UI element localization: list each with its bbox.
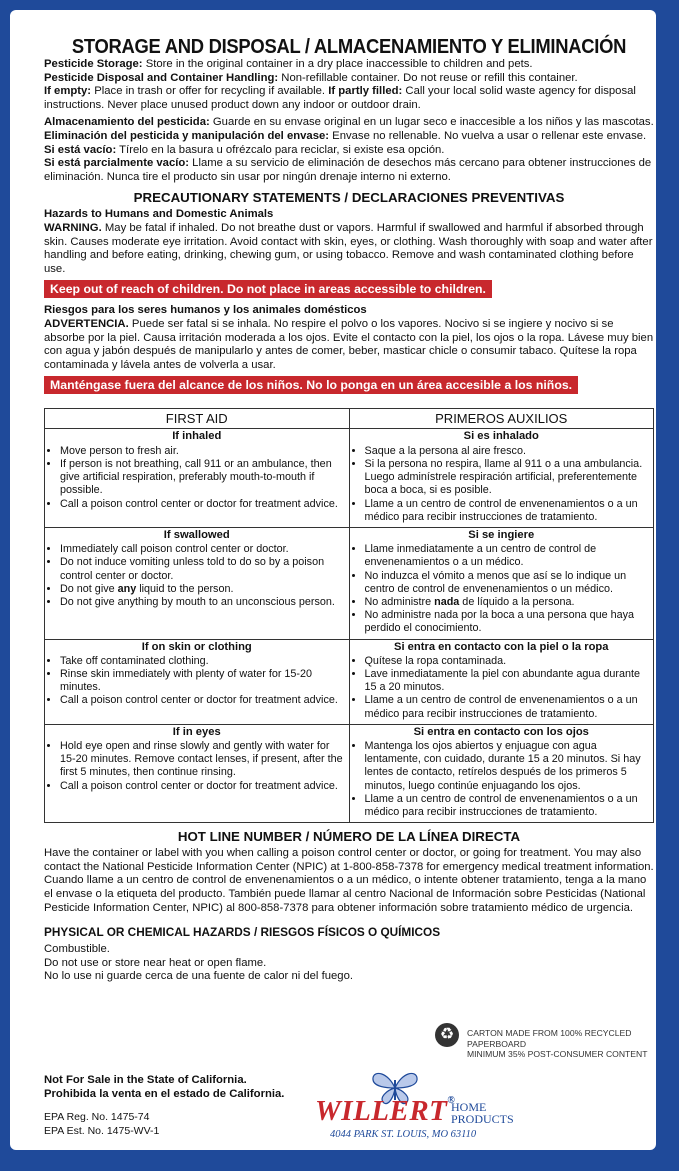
es-warning-para: ADVERTENCIA. Puede ser fatal si se inhala. No respire el polvo o los vapores. Nocivo si se ingiere y nocivo si se absorbe por la piel. Causa irritación moderada a los ojos. Evite el contacto con la piel, los ojos o la ropa. Lávese muy bien con agua y jabón después de manipularlo y antes de comer, beber, masticar chicle o consumir tabaco. Quítese la ropa contaminada y lávela antes de volverla a usar. xyxy=(44,317,654,371)
es-children-banner: Manténgase fuera del alcance de los niños. No lo ponga en un área accesible a los niños. xyxy=(44,376,578,394)
label-panel xyxy=(10,10,656,1150)
es-disposal-para: Eliminación del pesticida y manipulación del envase: Envase no rellenable. No vuelva a usar o rellenar este envase. xyxy=(44,129,647,142)
en-storage-para: Pesticide Storage: Store in the original container in a dry place inaccessible to children and pets. xyxy=(44,58,533,70)
swallowed-es-list: • Llame inmediatamente a un centro de control de envenenamientos o a un médico. • No induzca el vómito a menos que así se lo indique un centro de control de envenenamientos o un médico. • No administre nada de líquido a la persona. • No administre nada por la boca a una persona que haya perdido el conocimiento. xyxy=(354,543,650,635)
primeros-auxilios-header: PRIMEROS AUXILIOS xyxy=(349,409,654,429)
es-storage-para: Almacenamiento del pesticida: Guarde en su envase original en un lugar seco e inaccesible a los niños y las mascotas. xyxy=(44,116,654,129)
physical-hazards-title: PHYSICAL OR CHEMICAL HAZARDS / RIESGOS FÍSICOS O QUÍMICOS xyxy=(44,925,441,940)
california-es: Prohibida la venta en el estado de California. xyxy=(44,1087,285,1100)
willert-logo xyxy=(315,1070,535,1150)
inhaled-es-list: • Saque a la persona al aire fresco. • Si la persona no respira, llame al 911 o a una ambulancia. Luego adminístrele respiración artificial, preferentemente boca a boca, si es posible. • Llame a un centro de control de envenenamientos o a un médico para recibir instrucciones de tratamiento. xyxy=(354,445,650,524)
recycle-line-2: MINIMUM 35% POST-CONSUMER CONTENT xyxy=(467,1049,648,1059)
table-row xyxy=(45,527,654,639)
en-hazards-heading: Hazards to Humans and Domestic Animals xyxy=(44,208,274,221)
eyes-en-cell: If in eyes • Hold eye open and rinse slowly and gently with water for 15-20 minutes. Remove contact lenses, if present, after the first 5 minutes, then continue rinsing. • Call a poison control center or doctor for treatment advice. xyxy=(45,724,350,822)
table-row xyxy=(45,724,654,822)
inhaled-en-list: • Move person to fresh air. • If person is not breathing, call 911 or an ambulance, then give artificial respiration, preferably mouth-to-mouth if possible. • Call a poison control center or doctor for treatment advice. xyxy=(49,445,345,511)
recycle-icon: ♻ xyxy=(435,1023,459,1047)
hotline-es-para: Cuando llame a un centro de control de envenenamientos o a un médico, o intente obtener tratamiento, tenga a la mano el envase o la etiqueta del producto. También puede llamar al centro Nacional de Información sobre Pesticidas (National Pesticide Information Center, NPIC) al 800-858-7378 para obtener información sobre tratamiento médico de urgencia. xyxy=(44,874,647,914)
california-en: Not For Sale in the State of California. xyxy=(44,1074,247,1086)
swallowed-en-cell: If swallowed • Immediately call poison control center or doctor. • Do not induce vomiting unless told to do so by a poison control center or doctor. • Do not give any liquid to the person. • Do not give anything by mouth to an unconscious person. xyxy=(45,527,350,639)
precaution-title: PRECAUTIONARY STATEMENTS / DECLARACIONES PREVENTIVAS xyxy=(133,190,565,206)
table-row xyxy=(45,429,654,527)
first-aid-header: FIRST AID xyxy=(45,409,350,429)
es-hazards-heading: Riesgos para los seres humanos y los animales domésticos xyxy=(44,304,367,317)
inhaled-en-cell: If inhaled • Move person to fresh air. • If person is not breathing, call 911 or an ambulance, then give artificial respiration, preferably mouth-to-mouth if possible. • Call a poison control center or doctor for treatment advice. xyxy=(45,429,350,527)
physical-line-1: Combustible. xyxy=(44,943,110,956)
physical-line-2: Do not use or store near heat or open flame. xyxy=(44,956,267,969)
es-empty-para: Si está vacío: Tírelo en la basura u ofrézcalo para reciclar, si existe esa opción. xyxy=(44,143,445,156)
brand-tagline: HOME PRODUCTS xyxy=(451,1100,514,1126)
hotline-title: HOT LINE NUMBER / NÚMERO DE LA LÍNEA DIRECTA xyxy=(177,829,521,845)
en-empty-para: If empty: Place in trash or offer for recycling if available. If partly filled: Call your local solid waste agency for disposal instructions. Never place unused product down any indoor or outdoor drain. xyxy=(44,85,636,111)
skin-en-list: • Take off contaminated clothing. • Rinse skin immediately with plenty of water for 15-20 minutes. • Call a poison control center or doctor for treatment advice. xyxy=(49,655,345,708)
brand-address: 4044 PARK ST. LOUIS, MO 63110 xyxy=(330,1129,477,1140)
swallowed-en-list: • Immediately call poison control center or doctor. • Do not induce vomiting unless told to do so by a poison control center or doctor. • Do not give any liquid to the person. • Do not give anything by mouth to an unconscious person. xyxy=(49,543,345,609)
hotline-en-para: Have the container or label with you when calling a poison control center or doctor, or going for treatment. You may also contact the National Pesticide Information Center (NPIC) at 1-800-858-7378 for emergency medical treatment information. xyxy=(44,847,654,873)
skin-en-cell: If on skin or clothing • Take off contaminated clothing. • Rinse skin immediately with plenty of water for 15-20 minutes. • Call a poison control center or doctor for treatment advice. xyxy=(45,639,350,724)
en-children-banner: Keep out of reach of children. Do not place in areas accessible to children. xyxy=(44,280,492,298)
en-warning-para: WARNING. May be fatal if inhaled. Do not breathe dust or vapors. Harmful if swallowed and harmful if absorbed through skin. Causes moderate eye irritation. Avoid contact with skin, eyes, or clothing. Wash thoroughly with soap and water after handling and before eating, drinking, chewing gum, or using tobacco. Remove and wash contaminated clothing before use. xyxy=(44,221,653,275)
en-disposal-para: Pesticide Disposal and Container Handling: Non-refillable container. Do not reuse or refill this container. xyxy=(44,71,578,84)
skin-es-list: • Quítese la ropa contaminada. • Lave inmediatamente la piel con abundante agua durante 15 a 20 minutos. • Llame a un centro de control de envenenamientos o a un médico para recibir instrucciones de tratamiento. xyxy=(354,655,650,721)
first-aid-table xyxy=(44,408,654,823)
label-content xyxy=(44,36,654,984)
swallowed-es-cell: Si se ingiere • Llame inmediatamente a un centro de control de envenenamientos o a un médico. • No induzca el vómito a menos que así se lo indique un centro de control de envenenamientos o un médico. • No administre nada de líquido a la persona. • No administre nada por la boca a una persona que haya perdido el conocimiento. xyxy=(349,527,654,639)
brand-name: WILLERT® xyxy=(315,1095,456,1127)
storage-title: STORAGE AND DISPOSAL / ALMACENAMIENTO Y ELIMINACIÓN xyxy=(71,36,627,58)
table-row xyxy=(45,639,654,724)
recycle-line-1: CARTON MADE FROM 100% RECYCLED PAPERBOARD xyxy=(467,1028,632,1049)
eyes-es-cell: Si entra en contacto con los ojos • Mantenga los ojos abiertos y enjuague con agua lentamente, con cuidado, durante 15 a 20 minutos. Si hay lentes de contacto, retírelos después de los primeros 5 minutos, luego continúe enjuagando los ojos. • Llame a un centro de control de envenenamientos o a un médico para recibir instrucciones de tratamiento. xyxy=(349,724,654,822)
epa-reg: EPA Reg. No. 1475-74 xyxy=(44,1111,150,1124)
epa-est: EPA Est. No. 1475-WV-1 xyxy=(44,1124,160,1137)
skin-es-cell: Si entra en contacto con la piel o la ropa • Quítese la ropa contaminada. • Lave inmediatamente la piel con abundante agua durante 15 a 20 minutos. • Llame a un centro de control de envenenamientos o a un médico para recibir instrucciones de tratamiento. xyxy=(349,639,654,724)
footer-info xyxy=(44,1074,284,1138)
eyes-en-list: • Hold eye open and rinse slowly and gently with water for 15-20 minutes. Remove contact lenses, if present, after the first 5 minutes, then continue rinsing. • Call a poison control center or doctor for treatment advice. xyxy=(49,740,345,793)
physical-line-3: No lo use ni guarde cerca de una fuente de calor ni del fuego. xyxy=(44,970,353,983)
inhaled-es-cell: Si es inhalado • Saque a la persona al aire fresco. • Si la persona no respira, llame al 911 o a una ambulancia. Luego adminístrele respiración artificial, preferentemente boca a boca, si es posible. • Llame a un centro de control de envenenamientos o a un médico para recibir instrucciones de tratamiento. xyxy=(349,429,654,527)
es-partly-para: Si está parcialmente vacío: Llame a su servicio de eliminación de desechos más cercano para obtener instrucciones de eliminación. Nunca tire el producto sin usar por ningún drenaje interno ni externo. xyxy=(44,157,652,183)
eyes-es-list: • Mantenga los ojos abiertos y enjuague con agua lentamente, con cuidado, durante 15 a 20 minutos. Si hay lentes de contacto, retírelos después de los primeros 5 minutos, luego continúe enjuagando los ojos. • Llame a un centro de control de envenenamientos o a un médico para recibir instrucciones de tratamiento. xyxy=(354,740,650,819)
